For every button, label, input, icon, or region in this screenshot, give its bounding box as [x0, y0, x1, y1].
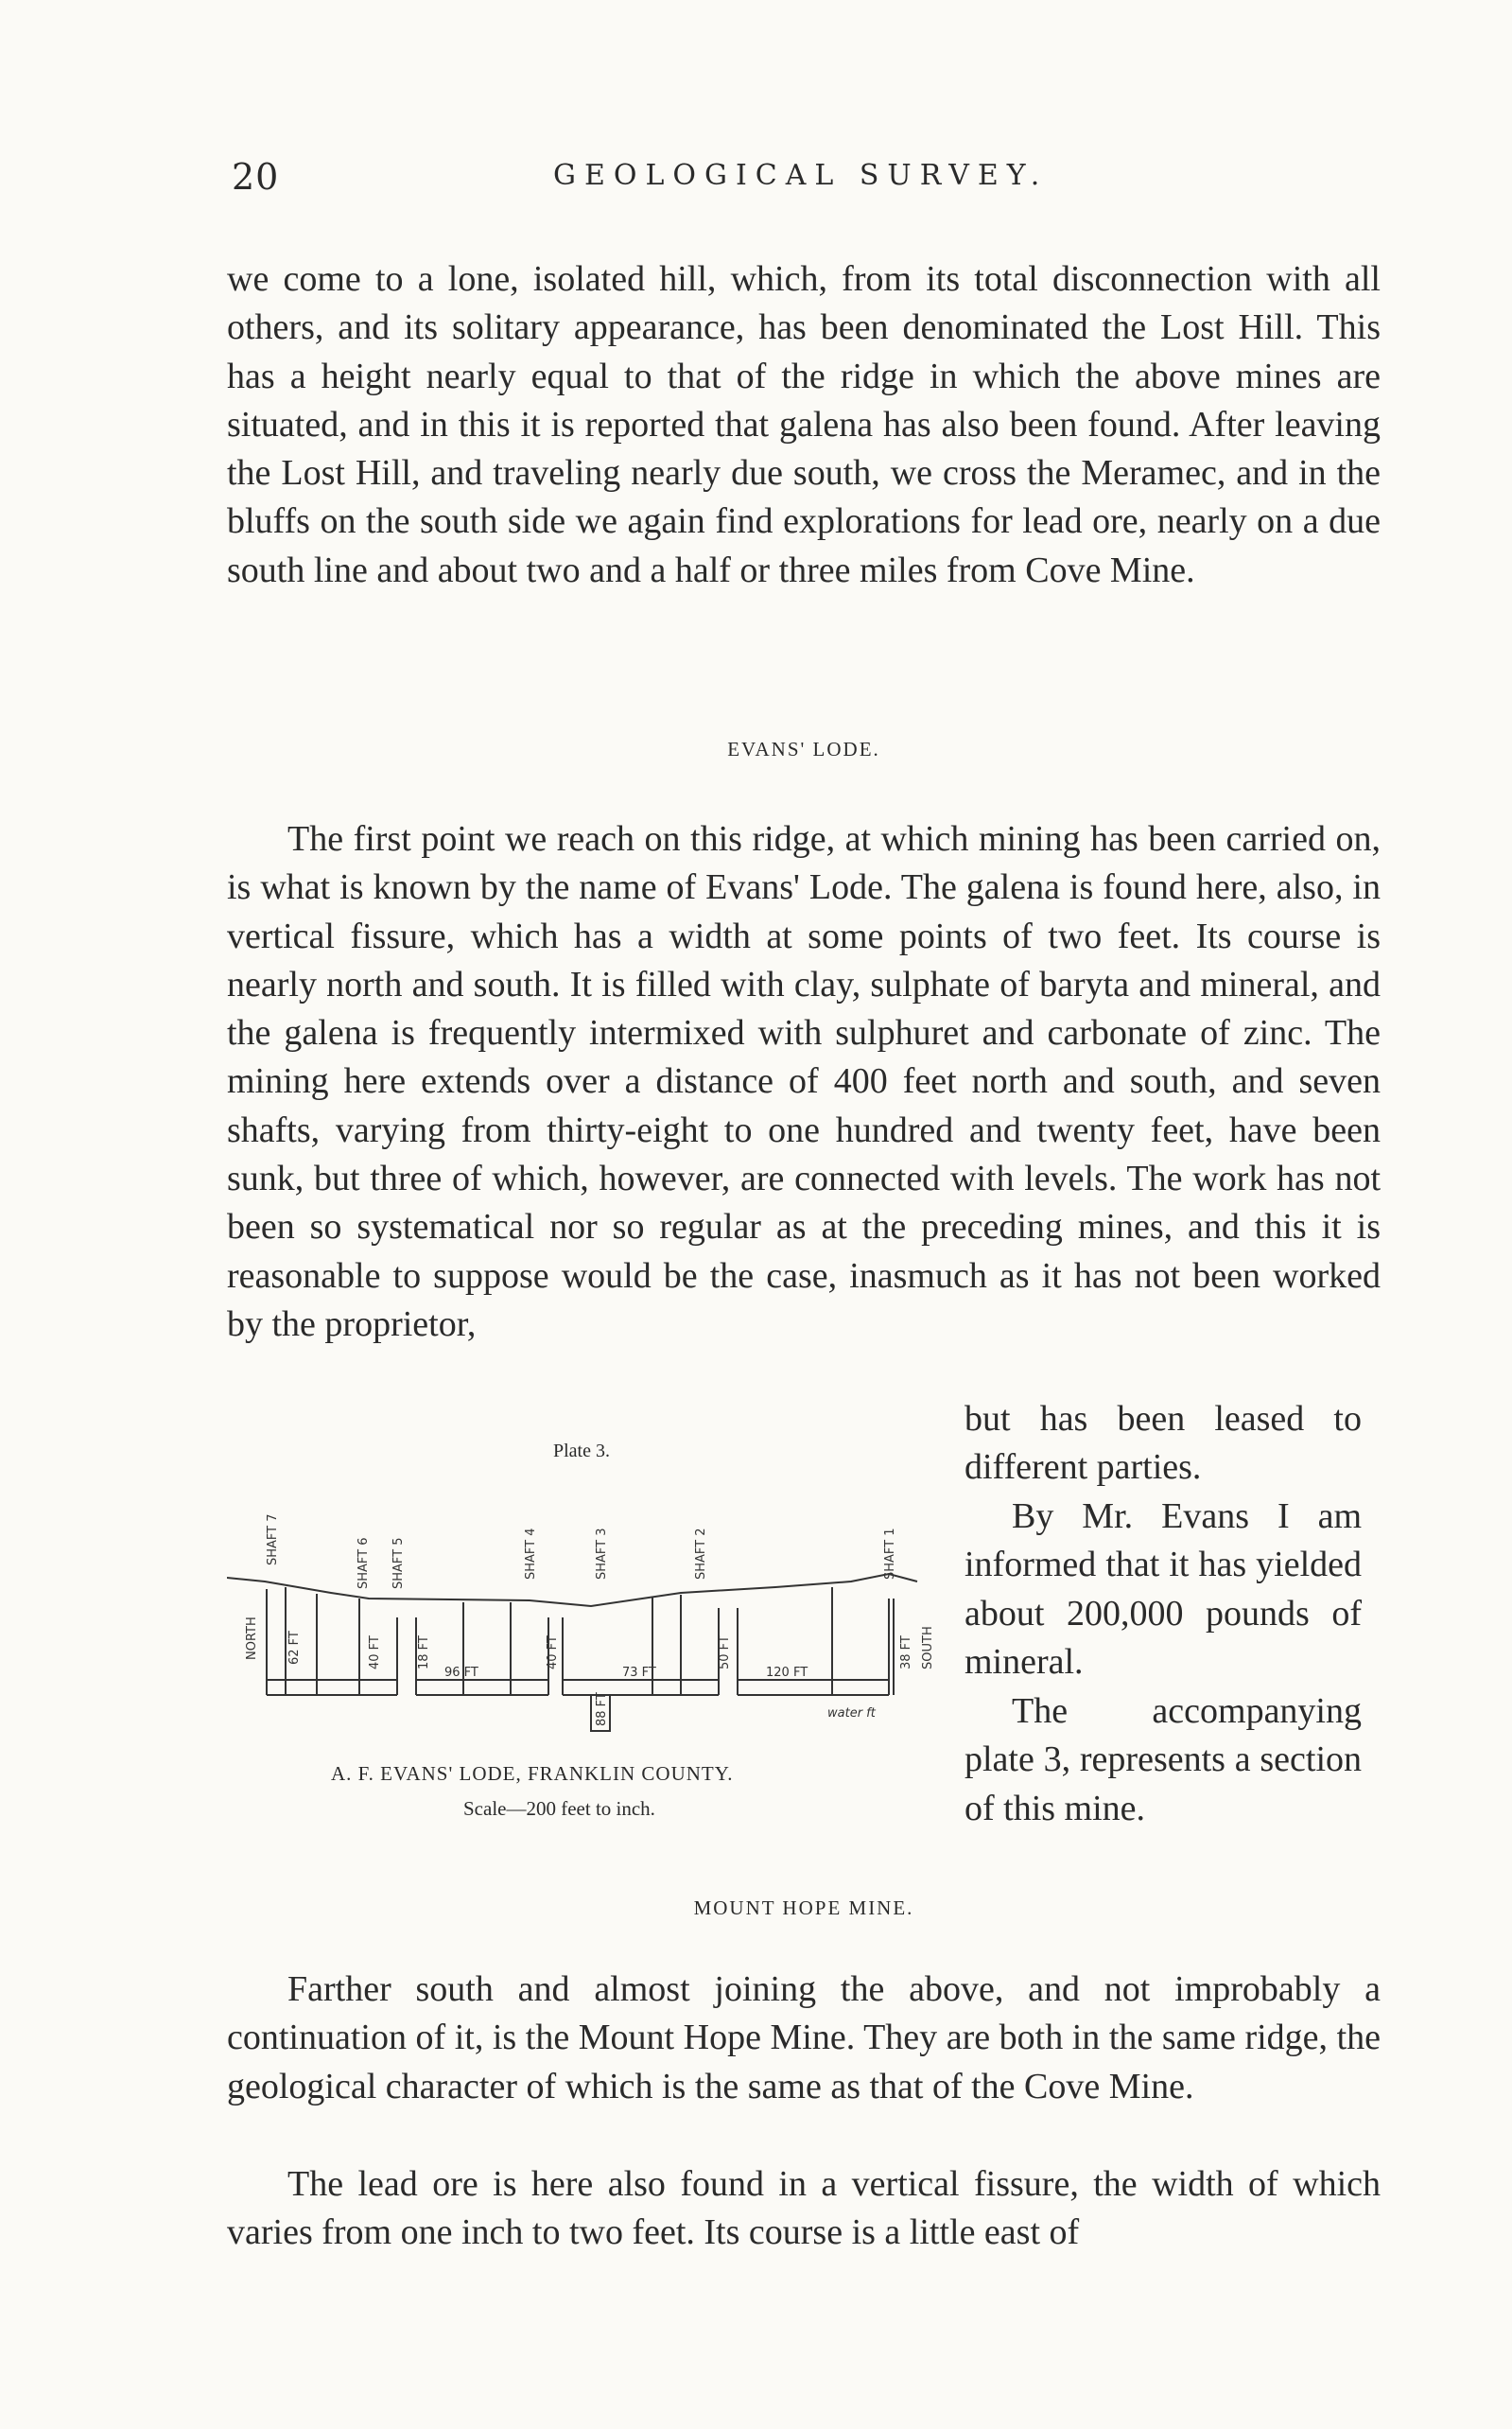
- label-shaft-3: SHAFT 3: [595, 1528, 609, 1580]
- label-shaft-5: SHAFT 5: [391, 1537, 406, 1589]
- paragraph-evans-lode: The first point we reach on this ridge, at which mining has been carried on, is what is known by the name of Evans' Lode. The galena is found here, also, in vertical fissure, which has a width at some points of two feet. Its course is nearly north and south. It is filled with clay, sulphate of baryta and mineral, and the galena is frequently intermixed with sulphuret and carbonate of zinc. The mining here extends over a distance of 400 feet north and south, and seven shafts, varying from thirty-eight to one hundred and twenty feet, have been sunk, but three of which, however, are connected with levels. The work has not been so systematical nor so regular as at the preceding mines, and this it is reasonable to suppose would be the case, inasmuch as it has not been worked by the proprietor,: [227, 819, 1381, 1344]
- drift-lines: [317, 1587, 832, 1695]
- side-text-leased: but has been leased to different parties.: [965, 1399, 1362, 1488]
- surface-profile: [227, 1574, 917, 1606]
- paragraph-mount-hope-1: Farther south and almost joining the above, and not improbably a continuation of it, is the Mount Hope Mine. They are both in the same ridge, the geological character of which is the same as that of the Cove Mine.: [227, 1969, 1381, 2106]
- label-depth-62: 62 FT: [287, 1631, 302, 1665]
- label-shaft-7: SHAFT 7: [266, 1513, 280, 1565]
- label-depth-50: 50 FT: [718, 1635, 732, 1669]
- label-depth-40: 40 FT: [368, 1635, 382, 1669]
- figure-caption: A. F. EVANS' LODE, FRANKLIN COUNTY.: [331, 1762, 734, 1785]
- heading-evans-lode: EVANS' LODE.: [727, 738, 880, 760]
- label-shaft-1: SHAFT 1: [883, 1528, 897, 1580]
- label-south: SOUTH: [921, 1626, 935, 1669]
- label-shaft-2: SHAFT 2: [694, 1528, 708, 1580]
- figure-scale: Scale—200 feet to inch.: [463, 1797, 655, 1820]
- label-north: NORTH: [245, 1616, 259, 1660]
- label-shaft-6: SHAFT 6: [356, 1537, 371, 1589]
- plate-label: Plate 3.: [553, 1441, 610, 1461]
- paragraph-lost-hill: we come to a lone, isolated hill, which, from its total disconnection with all others, and its solitary appearance, has been denominated the Lost Hill. This has a height nearly equal to that of the ridge in which the above mines are situated, and in this it is reported that galena has also been found. After leaving the Lost Hill, and traveling nearly due south, we cross the Meramec, and in the bluffs on the south side we again find explorations for lead ore, nearly on a due south line and about two and a half or three miles from Cove Mine.: [227, 259, 1381, 590]
- label-shaft-4: SHAFT 4: [524, 1528, 538, 1580]
- label-depth-88: 88 FT: [595, 1692, 609, 1726]
- label-depth-40b: 40 FT: [546, 1635, 560, 1669]
- label-depth-120: 120 FT: [766, 1666, 808, 1680]
- page-number: 20: [232, 156, 280, 198]
- label-depth-38: 38 FT: [899, 1635, 913, 1669]
- running-title: GEOLOGICAL SURVEY.: [553, 159, 1049, 192]
- side-text-yield: By Mr. Evans I am informed that it has yielded about 200,000 pounds of mineral.: [965, 1496, 1362, 1682]
- side-text-plate: The accompanying plate 3, represents a section of this mine.: [965, 1691, 1362, 1828]
- label-water: water ft: [827, 1706, 876, 1721]
- paragraph-mount-hope-2: The lead ore is here also found in a vertical fissure, the width of which varies from one inch to two feet. Its course is a little east of: [227, 2164, 1381, 2253]
- label-depth-96: 96 FT: [444, 1666, 478, 1680]
- label-depth-73: 73 FT: [622, 1666, 656, 1680]
- heading-mount-hope: MOUNT HOPE MINE.: [693, 1896, 914, 1919]
- label-depth-18: 18 FT: [417, 1635, 431, 1669]
- mine-section-diagram: [227, 1476, 946, 1759]
